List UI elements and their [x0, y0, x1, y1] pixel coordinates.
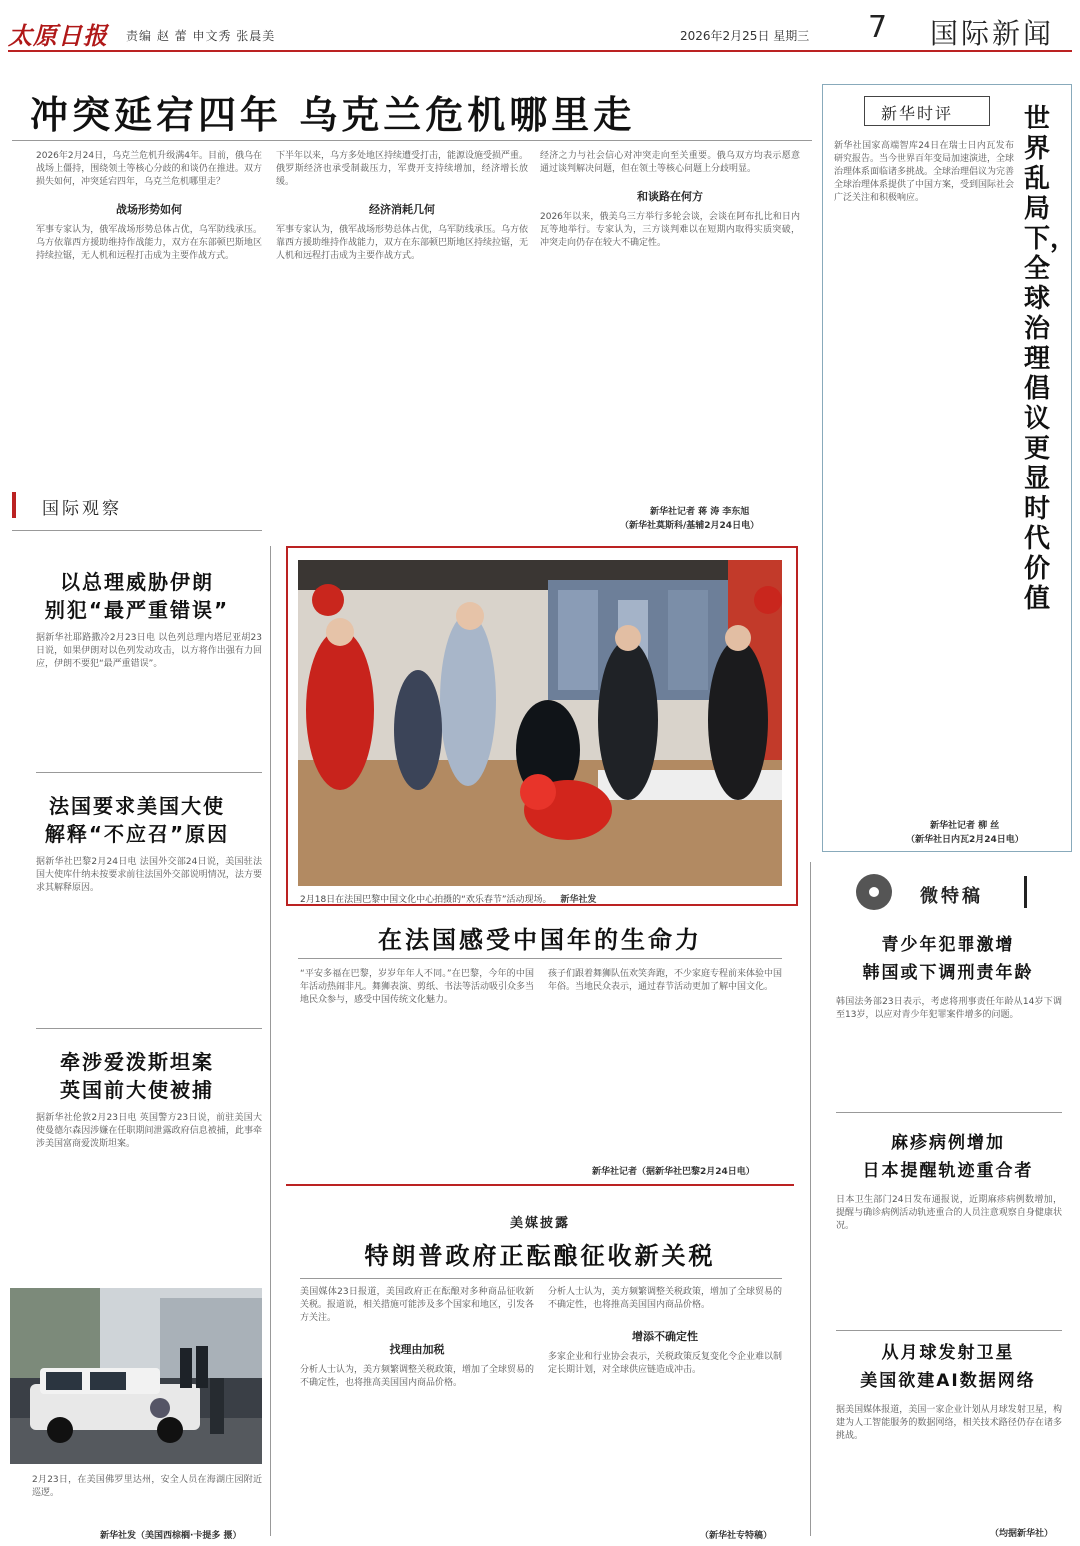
shiping-credit: （新华社日内瓦2月24日电） — [906, 835, 1024, 845]
lead-col3-body: 经济之力与社会信心对冲突走向至关重要。俄乌双方均表示愿意通过谈判解决问题，但在领土等核心问题上分歧明显。 — [540, 151, 800, 174]
g-a3-title2: 英国前大使被捕 — [60, 1078, 214, 1102]
w-a3-title2: 美国欲建AI数据网络 — [860, 1371, 1036, 1391]
meiti-kicker: 美媒披露 — [509, 1216, 570, 1231]
meiti-credit: （新华社专特稿） — [700, 1531, 773, 1541]
w-a1-title2: 韩国或下调刑责年龄 — [862, 963, 1034, 983]
editors-line: 责编 赵 蕾 申文秀 张晨美 — [126, 29, 276, 43]
meiti-col1-body2: 分析人士认为，美方频繁调整关税政策，增加了全球贸易的不确定性，也将推高美国国内商品价格。 — [300, 1365, 534, 1388]
w-divider-1 — [836, 1112, 1062, 1113]
w-a3-body: 据美国媒体报道，美国一家企业计划从月球发射卫星，构建为人工智能服务的数据网络，相关技术路径仍存在诸多挑战。 — [836, 1405, 1062, 1441]
page-number: 7 — [868, 10, 888, 45]
lead-credit: （新华社莫斯科/基辅2月24日电） — [620, 521, 760, 531]
w-a2-title2: 日本提醒轨迹重合者 — [862, 1161, 1034, 1181]
issue-date: 2026年2月25日 星期三 — [680, 29, 810, 43]
paris-photo-caption — [300, 894, 780, 908]
shiping-label-box — [864, 96, 990, 126]
security-photo-drawing — [10, 1288, 262, 1464]
g-a1-body: 据新华社耶路撒冷2月23日电 以色列总理内塔尼亚胡23日说，如果伊朗对以色列发动攻击，以方将作出强有力回应，伊朗不要犯“最严重错误”。 — [36, 633, 262, 669]
paris-credit: 新华社记者（据新华社巴黎2月24日电） — [592, 1167, 755, 1177]
lead-col3-body2: 2026年以来，俄美乌三方举行多轮会谈，会谈在阿布扎比和日内瓦等地举行。专家认为，三方谈判难以在短期内取得实质突破，冲突走向仍存在较大不确定性。 — [540, 212, 800, 248]
security-photo-caption: 2月23日，在美国佛罗里达州，安全人员在海湖庄园附近巡逻。 — [32, 1475, 262, 1498]
lead-byline: 新华社记者 蒋 涛 李东旭 — [650, 507, 750, 517]
meiti-headline: 特朗普政府正酝酿征收新关税 — [364, 1242, 716, 1270]
paris-col2: 孩子们跟着舞狮队伍欢笑奔跑，不少家庭专程前来体验中国年俗。当地民众表示，通过春节活动更加了解中国文化。 — [548, 969, 782, 992]
newspaper-logo: 太原日报 — [8, 21, 108, 50]
lead-col1-intro: 2026年2月24日，乌克兰危机升级满4年。目前，俄乌在战场上僵持，围绕领土等核心分歧的和谈仍在推进。双方损失如何，冲突延宕四年，乌克兰危机哪里走？ — [36, 151, 262, 187]
g-divider-2 — [36, 1028, 262, 1029]
section-name: 国际新闻 — [930, 17, 1055, 50]
lead-rule — [12, 140, 812, 141]
g-a1-title1: 以总理威胁伊朗 — [60, 570, 214, 594]
shiping-body: 新华社国家高端智库24日在瑞士日内瓦发布研究报告。当今世界百年变局加速演进，全球治理体系面临诸多挑战。全球治理倡议为完善全球治理体系提供了中国方案，受到国际社会广泛关注和积极响应。 — [834, 141, 1014, 203]
g-a2-title2: 解释“不应召”原因 — [44, 822, 230, 846]
g-a2-title1: 法国要求美国大使 — [49, 794, 225, 818]
lead-sub2: 经济消耗几何 — [369, 203, 435, 216]
lead-headline: 冲突延宕四年 乌克兰危机哪里走 — [30, 93, 636, 137]
shiping-byline: 新华社记者 柳 丝 — [930, 821, 1000, 831]
col-rule-left — [270, 546, 271, 1536]
paris-photo-drawing — [298, 560, 782, 886]
meiti-col1 — [300, 1286, 534, 1536]
g-a3-title1: 牵涉爱泼斯坦案 — [60, 1050, 214, 1074]
meiti-sub1: 找理由加税 — [389, 1343, 445, 1356]
lead-col3 — [540, 150, 800, 500]
w-a2-body: 日本卫生部门24日发布通报说，近期麻疹病例数增加，提醒与确诊病例活动轨迹重合的人员注意观察自身健康状况。 — [836, 1195, 1062, 1231]
paris-photo — [298, 560, 782, 886]
col-rule-right — [810, 862, 811, 1536]
lead-sub1: 战场形势如何 — [116, 203, 182, 216]
masthead-rule — [8, 50, 1072, 52]
meiti-col2-body2: 多家企业和行业协会表示，关税政策反复变化令企业难以制定长期计划，对全球供应链造成冲击。 — [548, 1352, 782, 1375]
lead-col2-body2: 军事专家认为，俄军战场形势总体占优，乌军防线承压。乌方依靠西方援助维持作战能力，双方在东部顿巴斯地区持续拉锯，无人机和远程打击成为主要作战方式。 — [276, 225, 528, 261]
w-a1-title1: 青少年犯罪激增 — [881, 935, 1015, 955]
guoji-label-box — [12, 492, 166, 518]
w-a1-body: 韩国法务部23日表示，考虑将刑事责任年龄从14岁下调至13岁，以应对青少年犯罪案件增多的问题。 — [836, 997, 1062, 1020]
g-a1-title2: 别犯“最严重错误” — [44, 598, 230, 622]
lead-col1-body: 军事专家认为，俄军战场形势总体占优，乌军防线承压。乌方依靠西方援助维持作战能力，双方在东部顿巴斯地区持续拉锯，无人机和远程打击成为主要作战方式。 — [36, 225, 262, 261]
security-photo-credit: 新华社发（美国西棕榈·卡提多 摄） — [100, 1531, 242, 1541]
weite-label: 微特稿 — [920, 886, 983, 907]
paris-border-bottom — [286, 1184, 794, 1186]
w-a2-title1: 麻疹病例增加 — [891, 1133, 1005, 1153]
meiti-sub2: 增添不确定性 — [632, 1330, 698, 1343]
paris-photo-caption-text: 2月18日在法国巴黎中国文化中心拍摄的“欢乐春节”活动现场。 — [300, 895, 552, 905]
w-a3-credit: （均据新华社） — [990, 1529, 1054, 1539]
film-icon-hole — [869, 887, 879, 897]
meiti-col1-body: 美国媒体23日报道，美国政府正在酝酿对多种商品征收新关税。报道说，相关措施可能涉及多个国家和地区，引发各方关注。 — [300, 1287, 534, 1323]
w-divider-2 — [836, 1330, 1062, 1331]
lead-col2-body: 下半年以来，乌方多处地区持续遭受打击，能源设施受损严重。俄罗斯经济也承受制裁压力，军费开支持续增加，经济增长放缓。 — [276, 151, 528, 187]
g-divider-1 — [36, 772, 262, 773]
guoji-label: 国际观察 — [42, 499, 122, 519]
shiping-label: 新华时评 — [881, 104, 954, 123]
lead-sub3: 和谈路在何方 — [637, 190, 703, 203]
paris-col1: “平安多福在巴黎，岁岁年年人不同。”在巴黎，今年的中国年活动热闹非凡。舞狮表演、剪纸、书法等活动吸引众多当地民众参与，感受中国传统文化魅力。 — [300, 969, 534, 1005]
lead-col1 — [36, 150, 262, 504]
meiti-col2-body: 分析人士认为，美方频繁调整关税政策，增加了全球贸易的不确定性，也将推高美国国内商品价格。 — [548, 1287, 782, 1310]
guoji-rule — [12, 530, 262, 531]
weite-label-bar — [856, 872, 1026, 912]
w-a3-title1: 从月球发射卫星 — [881, 1343, 1015, 1363]
security-photo — [10, 1288, 262, 1464]
paris-headline: 在法国感受中国年的生命力 — [378, 926, 702, 954]
shiping-vertical-title: 世界乱局下，全球治理倡议更显时代价值 — [1024, 104, 1077, 614]
paris-photo-credit: 新华社发 — [560, 895, 597, 905]
weite-label-rule — [1024, 876, 1027, 908]
masthead — [0, 0, 1080, 56]
meiti-col2 — [548, 1286, 782, 1526]
g-a2-body: 据新华社巴黎2月24日电 法国外交部24日说，美国驻法国大使库什纳未按要求前往法国外交部说明情况，法方要求其解释原因。 — [36, 857, 262, 893]
meiti-rule — [300, 1278, 782, 1279]
g-a3-body: 据新华社伦敦2月23日电 英国警方23日说，前驻美国大使曼德尔森因涉嫌在任职期间泄露政府信息被捕，此事牵涉美国富商爱泼斯坦案。 — [36, 1113, 262, 1149]
paris-rule — [298, 958, 782, 959]
lead-col2 — [276, 150, 528, 530]
